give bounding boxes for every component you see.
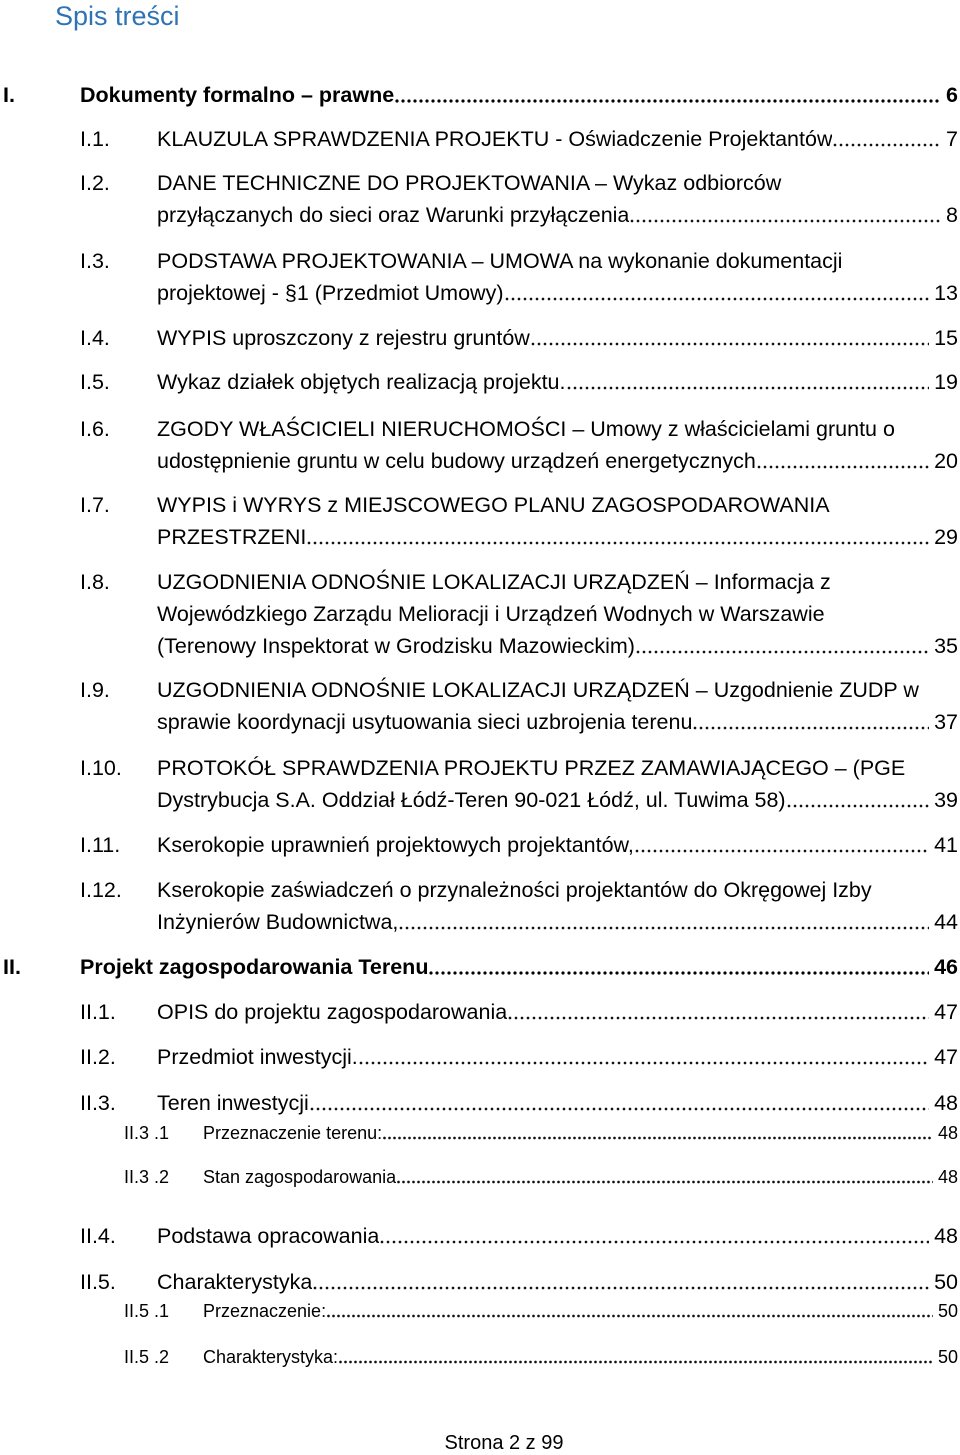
- toc-page-number: 39: [934, 788, 958, 812]
- toc-page-number: 37: [934, 710, 958, 734]
- toc-entry-title: Kserokopie uprawnień projektowych projektantów,: [157, 833, 634, 857]
- toc-entry-text: [157, 829, 958, 861]
- toc-entry-text: [80, 79, 958, 111]
- toc-entry-number: II.5.: [80, 1270, 116, 1294]
- dot-leader: [358, 1041, 929, 1073]
- toc-entry-text: [203, 1164, 958, 1190]
- toc-entry-number: I.5.: [80, 370, 110, 394]
- toc-entry-line: [157, 123, 958, 155]
- toc-page-number: 48: [934, 1224, 958, 1248]
- toc-section-entry[interactable]: [0, 79, 958, 111]
- dot-leader: [530, 322, 929, 354]
- toc-entry[interactable]: [0, 1041, 958, 1073]
- toc-entry-number: I.10.: [80, 756, 122, 780]
- toc-page-number: 47: [934, 1045, 958, 1069]
- dot-leader: [398, 906, 929, 938]
- toc-entry-title: Przedmiot inwestycji.: [157, 1045, 358, 1069]
- toc-subentry-title: Przeznaczenie:: [203, 1301, 327, 1321]
- dot-leader: [326, 1298, 933, 1324]
- toc-page-number: 50: [937, 1301, 958, 1321]
- toc-entry-number: I.8.: [80, 570, 110, 594]
- toc-entry[interactable]: [0, 996, 958, 1028]
- toc-entry-number: II.1.: [80, 1000, 116, 1024]
- toc-entry-line: [157, 630, 958, 662]
- toc-subentry[interactable]: [0, 1164, 958, 1190]
- toc-entry-number: I.3.: [80, 249, 110, 273]
- toc-entry-text: [157, 123, 958, 155]
- toc-entry-line: [203, 1344, 958, 1370]
- toc-entry[interactable]: [0, 1220, 958, 1252]
- dot-leader: [629, 199, 941, 231]
- toc-entry-text: [157, 874, 958, 938]
- toc-entry-number: I.7.: [80, 493, 110, 517]
- toc-entry-line: [157, 906, 958, 938]
- toc-entry-title-line: przyłączanych do sieci oraz Warunki przyłączenia: [157, 203, 630, 227]
- toc-entry-title-line: UZGODNIENIA ODNOŚNIE LOKALIZACJI URZĄDZEŃ – Informacja z: [157, 570, 831, 594]
- toc-page-number: 8: [946, 203, 958, 227]
- toc-entry-line: [157, 366, 958, 398]
- toc-entry-title: OPIS do projektu zagospodarowania: [157, 1000, 508, 1024]
- toc-section-title: Dokumenty formalno – prawne: [80, 83, 395, 107]
- toc-entry[interactable]: [0, 366, 958, 398]
- toc-entry-number: II.2.: [80, 1045, 116, 1069]
- toc-page-number: 35: [934, 634, 958, 658]
- toc-entry-title: Wykaz działek objętych realizacją projektu.: [157, 370, 566, 394]
- toc-entry-text: [157, 245, 958, 309]
- toc-entry-title-line: DANE TECHNICZNE DO PROJEKTOWANIA – Wykaz odbiorców: [157, 171, 782, 195]
- toc-page-number: 44: [934, 910, 958, 934]
- dot-leader: [309, 1087, 929, 1119]
- toc-entry-title: KLAUZULA SPRAWDZENIA PROJEKTU - Oświadczenie Projektantów: [157, 127, 833, 151]
- toc-entry-number: I.2.: [80, 171, 110, 195]
- toc-entry-number: II.4.: [80, 1224, 116, 1248]
- toc-entry-line: [157, 521, 958, 553]
- toc-page-number: 48: [934, 1091, 958, 1115]
- dot-leader: [832, 123, 941, 155]
- toc-entry-text: [157, 1266, 958, 1298]
- toc-entry-number: II.3.: [80, 1091, 116, 1115]
- toc-entry[interactable]: [0, 829, 958, 861]
- toc-section-entry[interactable]: [0, 951, 958, 983]
- toc-page-number: 20: [934, 449, 958, 473]
- toc-entry-title-line: Inżynierów Budownictwa,: [157, 910, 399, 934]
- dot-leader: [338, 1344, 933, 1370]
- toc-entry-number: I.11.: [80, 833, 121, 857]
- toc-entry-text: [157, 1220, 958, 1252]
- toc-subentry-number: II.5 .1: [124, 1301, 170, 1321]
- toc-page-number: 41: [934, 833, 958, 857]
- toc-entry-line: [80, 79, 958, 111]
- toc-page-number: 6: [946, 83, 958, 107]
- dot-leader: [635, 630, 929, 662]
- toc-entry-text: [203, 1120, 958, 1146]
- dot-leader: [756, 445, 929, 477]
- toc-entry-title-line: Dystrybucja S.A. Oddział Łódź-Teren 90-021 Łódź, ul. Tuwima 58): [157, 788, 786, 812]
- toc-entry-title-line: udostępnienie gruntu w celu budowy urządzeń energetycznych: [157, 449, 756, 473]
- toc-page-number: 48: [937, 1123, 958, 1143]
- toc-entry-line: [157, 706, 958, 738]
- toc-entry-title-line: Kserokopie zaświadczeń o przynależności projektantów do Okręgowej Izby: [157, 878, 872, 902]
- toc-entry-title: Teren inwestycji: [157, 1091, 309, 1115]
- toc-entry-number: I.4.: [80, 326, 110, 350]
- dot-leader: [396, 1164, 933, 1190]
- toc-entry-line: [157, 1087, 958, 1119]
- toc-entry-line: [157, 1041, 958, 1073]
- toc-entry-number: I.1.: [80, 127, 110, 151]
- toc-subentry[interactable]: [0, 1298, 958, 1324]
- toc-entry[interactable]: [0, 752, 958, 816]
- toc-entry-text: [157, 489, 958, 553]
- toc-entry-line: [157, 277, 958, 309]
- toc-entry[interactable]: [0, 245, 958, 309]
- toc-subentry-title: Charakterystyka:: [203, 1347, 339, 1367]
- toc-entry-text: [157, 566, 958, 662]
- toc-entry-line: [157, 199, 958, 231]
- toc-entry-title-line: PRZESTRZENI: [157, 525, 307, 549]
- dot-leader: [566, 366, 930, 398]
- toc-entry-title-line: sprawie koordynacji usytuowania sieci uzbrojenia terenu: [157, 710, 693, 734]
- toc-page-number: 46: [934, 955, 958, 979]
- toc-entry-title-line: PROTOKÓŁ SPRAWDZENIA PROJEKTU PRZEZ ZAMAWIAJĄCEGO – (PGE: [157, 756, 906, 780]
- toc-heading: Spis treści: [55, 1, 180, 31]
- toc-entry[interactable]: [0, 1087, 958, 1119]
- toc-entry-text: [157, 674, 958, 738]
- toc-entry-title-line: ZGODY WŁAŚCICIELI NIERUCHOMOŚCI – Umowy z właścicielami gruntu o: [157, 417, 895, 441]
- dot-leader: [312, 1266, 929, 1298]
- dot-leader: [379, 1220, 929, 1252]
- toc-entry-text: [203, 1344, 958, 1370]
- toc-entry[interactable]: [0, 1266, 958, 1298]
- toc-page-number: 29: [934, 525, 958, 549]
- toc-entry-line: [80, 951, 958, 983]
- dot-leader: [786, 784, 929, 816]
- toc-page-number: 48: [937, 1167, 958, 1187]
- toc-entry-line: [157, 1266, 958, 1298]
- toc-entry[interactable]: [0, 874, 958, 938]
- toc-entry-text: [157, 1041, 958, 1073]
- toc-entry-line: [157, 829, 958, 861]
- toc-entry-line: [157, 784, 958, 816]
- toc-entry-line: [203, 1164, 958, 1190]
- toc-page-number: 13: [934, 281, 958, 305]
- toc-entry-number: I.9.: [80, 678, 110, 702]
- toc-entry-line: [203, 1298, 958, 1324]
- toc-subentry[interactable]: [0, 1344, 958, 1370]
- toc-subentry-number: II.5 .2: [124, 1347, 170, 1367]
- toc-entry-number: I.6.: [80, 417, 110, 441]
- toc-subentry-title: Przeznaczenie terenu:: [203, 1123, 383, 1143]
- dot-leader: [507, 996, 929, 1028]
- toc-entry-title-line: Wojewódzkiego Zarządu Melioracji i Urządzeń Wodnych w Warszawie: [157, 602, 825, 626]
- toc-entry-text: [157, 366, 958, 398]
- toc-entry-text: [157, 167, 958, 231]
- toc-entry[interactable]: [0, 167, 958, 231]
- toc-section-number: II.: [3, 955, 21, 979]
- toc-entry-line: [157, 1220, 958, 1252]
- toc-entry-title: WYPIS uproszczony z rejestru gruntów: [157, 326, 530, 350]
- toc-entry[interactable]: [0, 489, 958, 553]
- dot-leader: [394, 79, 941, 111]
- toc-subentry-number: II.3 .1: [124, 1123, 170, 1143]
- toc-entry-text: [80, 951, 958, 983]
- toc-section-number: I.: [3, 83, 15, 107]
- toc-page-number: 19: [934, 370, 958, 394]
- toc-entry-title-line: (Terenowy Inspektorat w Grodzisku Mazowieckim): [157, 634, 635, 658]
- toc-entry-line: [203, 1120, 958, 1146]
- toc-entry[interactable]: [0, 123, 958, 155]
- dot-leader: [382, 1120, 933, 1146]
- page-footer: Strona 2 z 99: [444, 1432, 564, 1454]
- toc-page-number: 7: [946, 127, 958, 151]
- dot-leader: [692, 706, 929, 738]
- toc-entry[interactable]: [0, 413, 958, 477]
- toc-entry-line: [157, 322, 958, 354]
- toc-page-number: 47: [934, 1000, 958, 1024]
- toc-subentry-number: II.3 .2: [124, 1167, 170, 1187]
- dot-leader: [634, 829, 929, 861]
- toc-page-number: 50: [937, 1347, 958, 1367]
- dot-leader: [428, 951, 929, 983]
- toc-entry-text: [203, 1298, 958, 1324]
- toc-entry[interactable]: [0, 674, 958, 738]
- toc-entry-text: [157, 413, 958, 477]
- toc-entry-text: [157, 752, 958, 816]
- toc-entry-text: [157, 322, 958, 354]
- toc-entry-title: Podstawa opracowania: [157, 1224, 380, 1248]
- toc-entry-title-line: PODSTAWA PROJEKTOWANIA – UMOWA na wykonanie dokumentacji: [157, 249, 843, 273]
- toc-entry-text: [157, 996, 958, 1028]
- toc-entry-number: I.12.: [80, 878, 122, 902]
- toc-entry-title-line: UZGODNIENIA ODNOŚNIE LOKALIZACJI URZĄDZEŃ – Uzgodnienie ZUDP w: [157, 678, 919, 702]
- toc-entry-title-line: projektowej - §1 (Przedmiot Umowy): [157, 281, 504, 305]
- toc-entry-line: [157, 445, 958, 477]
- toc-entry-text: [157, 1087, 958, 1119]
- toc-entry-title-line: WYPIS i WYRYS z MIEJSCOWEGO PLANU ZAGOSPODAROWANIA: [157, 493, 830, 517]
- toc-entry[interactable]: [0, 566, 958, 662]
- toc-entry[interactable]: [0, 322, 958, 354]
- toc-subentry-title: Stan zagospodarowania: [203, 1167, 397, 1187]
- toc-entry-title: Charakterystyka: [157, 1270, 313, 1294]
- toc-entry-line: [157, 996, 958, 1028]
- toc-section-title: Projekt zagospodarowania Terenu: [80, 955, 429, 979]
- dot-leader: [504, 277, 930, 309]
- toc-page-number: 15: [934, 326, 958, 350]
- toc-page-number: 50: [934, 1270, 958, 1294]
- dot-leader: [306, 521, 929, 553]
- toc-subentry[interactable]: [0, 1120, 958, 1146]
